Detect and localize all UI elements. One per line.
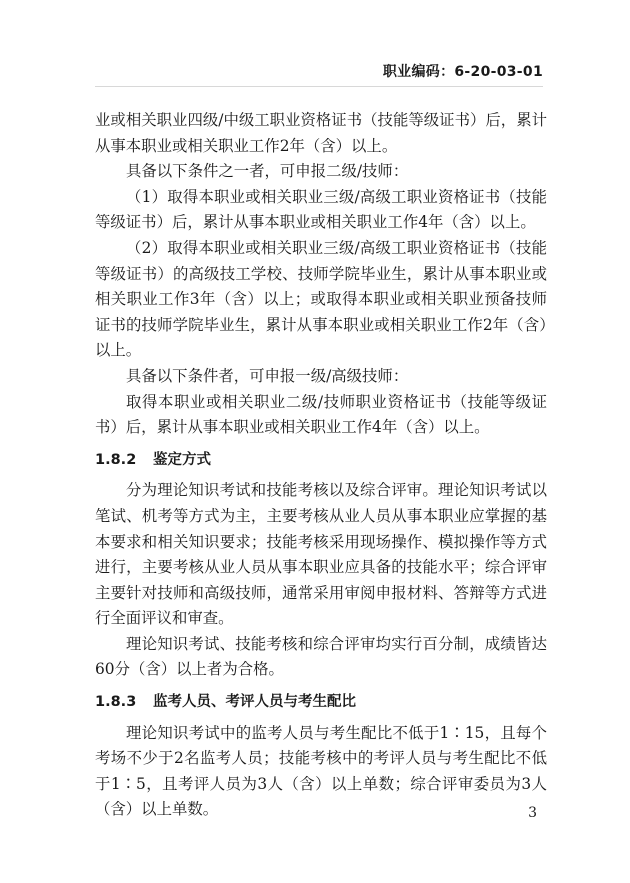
section-heading-1-8-3 [95,690,547,716]
section-title: 监考人员、考评人员与考生配比 [153,694,356,711]
paragraph-level2-condition-2: （2）取得本职业或相关职业三级/高级工职业资格证书（技能等级证书）的高级技工学校、技师学院毕业生，累计从事本职业或相关职业工作3年（含）以上；或取得本职业或相关职业预备技师证书的技师学院毕业生，累计从事本职业或相关职业工作2年（含）以上。 [95,238,547,360]
paragraph-level1-condition: 取得本职业或相关职业二级/技师职业资格证书（技能等级证书）后，累计从事本职业或相关职业工作4年（含）以上。 [95,392,547,437]
paragraph-level2-condition-1: （1）取得本职业或相关职业三级/高级工职业资格证书（技能等级证书）后，累计从事本职业或相关职业工作4年（含）以上。 [95,187,547,232]
page-number: 3 [528,805,537,821]
section-heading-1-8-2 [95,448,547,474]
section-title: 鉴定方式 [153,451,211,468]
page-body [95,108,547,823]
section-number: 1.8.2 [95,451,137,468]
section-number: 1.8.3 [95,694,137,711]
paragraph-scoring: 理论知识考试、技能考核和综合评审均实行百分制，成绩皆达60分（含）以上者为合格。 [95,634,547,679]
paragraph-staff-ratio: 理论知识考试中的监考人员与考生配比不低于1∶15，且每个考场不少于2名监考人员；技能考核中的考评人员与考生配比不低于1∶5，且考评人员为3人（含）以上单数；综合评审委员为3人（含）以上单数。 [95,723,547,819]
paragraph-level2-intro: 具备以下条件之一者，可申报二级/技师： [126,162,409,181]
paragraph-continuation: 业或相关职业四级/中级工职业资格证书（技能等级证书）后，累计从事本职业或相关职业工作2年（含）以上。 [95,111,547,155]
header-divider [95,86,543,87]
paragraph-assessment-method: 分为理论知识考试和技能考核以及综合评审。理论知识考试以笔试、机考等方式为主，主要考核从业人员从事本职业应掌握的基本要求和相关知识要求；技能考核采用现场操作、模拟操作等方式进行，主要考核从业人员从事本职业应具备的技能水平；综合评审主要针对技师和高级技师，通常采用审阅申报材料、答辩等方式进行全面评议和审查。 [95,481,547,628]
occupation-code-header: 职业编码：6-20-03-01 [382,64,543,80]
paragraph-level1-intro: 具备以下条件者，可申报一级/高级技师： [126,366,409,385]
